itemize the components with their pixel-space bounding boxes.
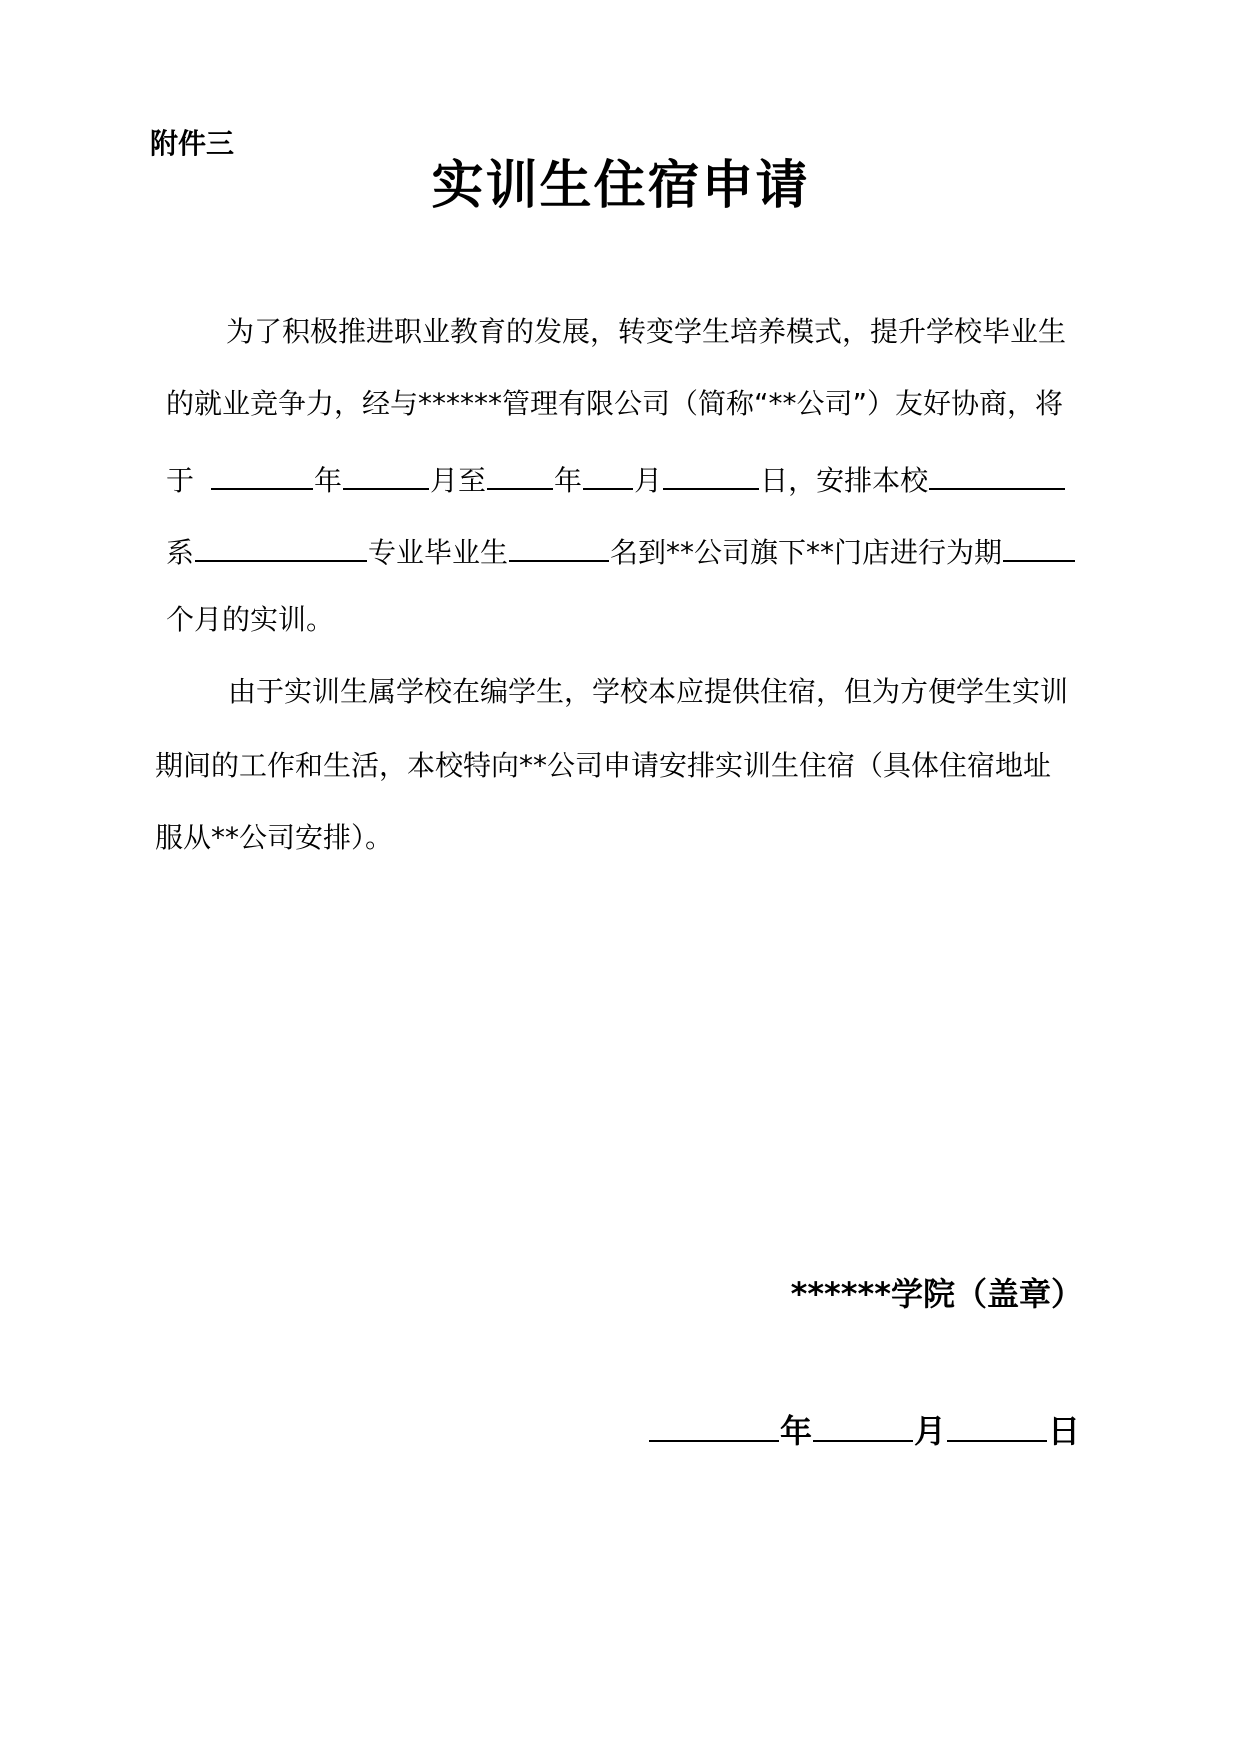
blank-sign-day [947, 1408, 1047, 1442]
blank-end-month [583, 462, 633, 490]
paragraph-2-line-1: 由于实训生属学校在编学生，学校本应提供住宿，但为方便学生实训 [228, 675, 1069, 708]
paragraph-2-line-3: 服从**公司安排）。 [155, 821, 394, 854]
text-sign-month: 月 [914, 1412, 947, 1450]
text-month-2: 月 [634, 464, 663, 497]
blank-start-year [211, 462, 313, 490]
text-name-to-company: 名到**公司旗下**门店进行为期 [610, 536, 1003, 569]
text-major-graduates: 专业毕业生 [368, 536, 509, 569]
blank-end-day [663, 462, 759, 490]
blank-major [195, 534, 367, 562]
blank-end-year [487, 462, 553, 490]
blank-sign-month [813, 1408, 913, 1442]
document-title: 实训生住宿申请 [431, 156, 810, 216]
attachment-label: 附件三 [150, 127, 235, 160]
blank-sign-year [649, 1408, 779, 1442]
blank-count [509, 534, 609, 562]
blank-months [1003, 534, 1075, 562]
seal-line: ******学院（盖章） [790, 1275, 1083, 1313]
paragraph-2-line-2: 期间的工作和生活，本校特向**公司申请安排实训生住宿（具体住宿地址 [155, 749, 1052, 782]
text-xi: 系 [166, 536, 195, 569]
paragraph-1-line-1: 为了积极推进职业教育的发展，转变学生培养模式，提升学校毕业生 [226, 315, 1067, 348]
text-sign-day: 日 [1048, 1412, 1081, 1450]
blank-start-month [343, 462, 429, 490]
text-day-arrange: 日，安排本校 [760, 464, 929, 497]
text-sign-year: 年 [780, 1412, 813, 1450]
text-month-to: 月至 [430, 464, 487, 497]
paragraph-1-line-2: 的就业竞争力，经与******管理有限公司（简称“**公司”）友好协商，将 [166, 387, 1064, 420]
paragraph-1-line-4 [166, 534, 1076, 567]
paragraph-1-line-3 [166, 462, 1066, 495]
blank-department [929, 462, 1065, 490]
text-year-2: 年 [554, 464, 583, 497]
text-year-1: 年 [314, 464, 343, 497]
date-line [648, 1408, 1081, 1450]
text-yu: 于 [166, 464, 195, 497]
paragraph-1-line-5: 个月的实训。 [166, 603, 335, 636]
